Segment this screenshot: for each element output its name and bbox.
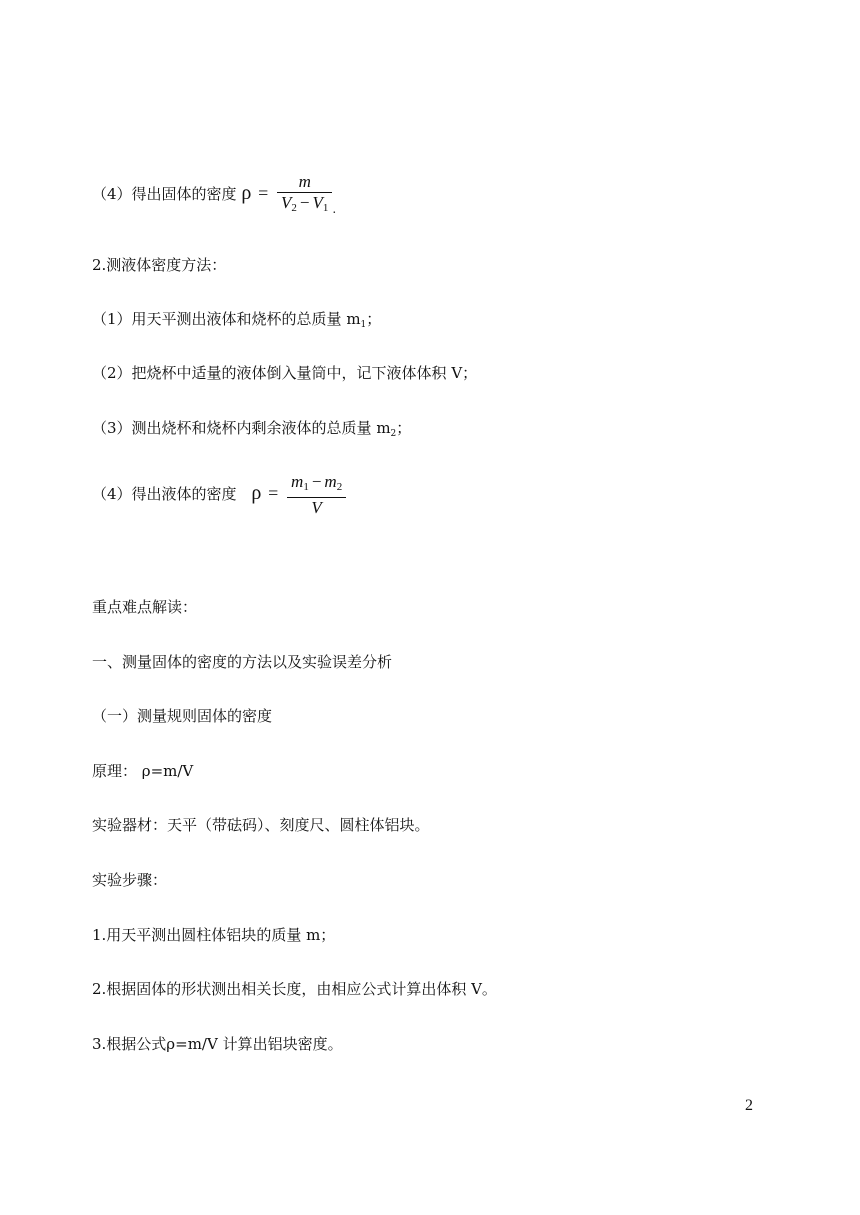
subsection-heading: （一）测量规则固体的密度 <box>92 707 273 725</box>
key-points-heading: 重点难点解读： <box>92 598 198 616</box>
procedure-step-1: 1.用天平测出圆柱体铝块的质量 m； <box>92 926 336 944</box>
equals-sign: = <box>258 183 269 203</box>
fraction-numerator: m <box>277 172 332 193</box>
procedure-step-3: 3.根据公式ρ=m/V 计算出铝块密度。 <box>92 1035 343 1053</box>
fraction-denominator: V <box>311 498 322 517</box>
liquid-density-fraction <box>287 472 346 518</box>
solid-density-step <box>92 172 336 219</box>
solid-step4-text: （4）得出固体的密度 <box>92 185 237 203</box>
rho-symbol: ρ <box>241 182 252 204</box>
fraction-denominator: V2 − V1 <box>281 193 329 214</box>
page-number: 2 <box>745 1097 753 1114</box>
solid-density-fraction <box>277 172 332 218</box>
equals-sign: = <box>268 483 279 503</box>
fraction-numerator: m1 − m2 <box>287 472 346 498</box>
liquid-step-2: （2）把烧杯中适量的液体倒入量筒中，记下液体体积 V； <box>92 364 478 382</box>
principle-text: 原理： ρ=m/V <box>92 762 194 780</box>
section-heading: 一、测量固体的密度的方法以及实验误差分析 <box>92 653 393 671</box>
equipment-text: 实验器材：天平（带砝码）、刻度尺、圆柱体铝块。 <box>92 816 430 834</box>
steps-heading: 实验步骤： <box>92 871 168 889</box>
procedure-step-2: 2.根据固体的形状测出相关长度，由相应公式计算出体积 V。 <box>92 980 497 998</box>
liquid-step4-text: （4）得出液体的密度 <box>92 485 237 503</box>
liquid-method-heading: 2.测液体密度方法： <box>92 256 227 274</box>
liquid-density-step <box>92 472 346 518</box>
rho-symbol: ρ <box>251 482 262 504</box>
liquid-step-3: （3）测出烧杯和烧杯内剩余液体的总质量 $m_2$； <box>92 419 412 439</box>
formula-period: . <box>332 202 337 216</box>
liquid-step-1: （1）用天平测出液体和烧杯的总质量 $m_1$； <box>92 310 382 330</box>
